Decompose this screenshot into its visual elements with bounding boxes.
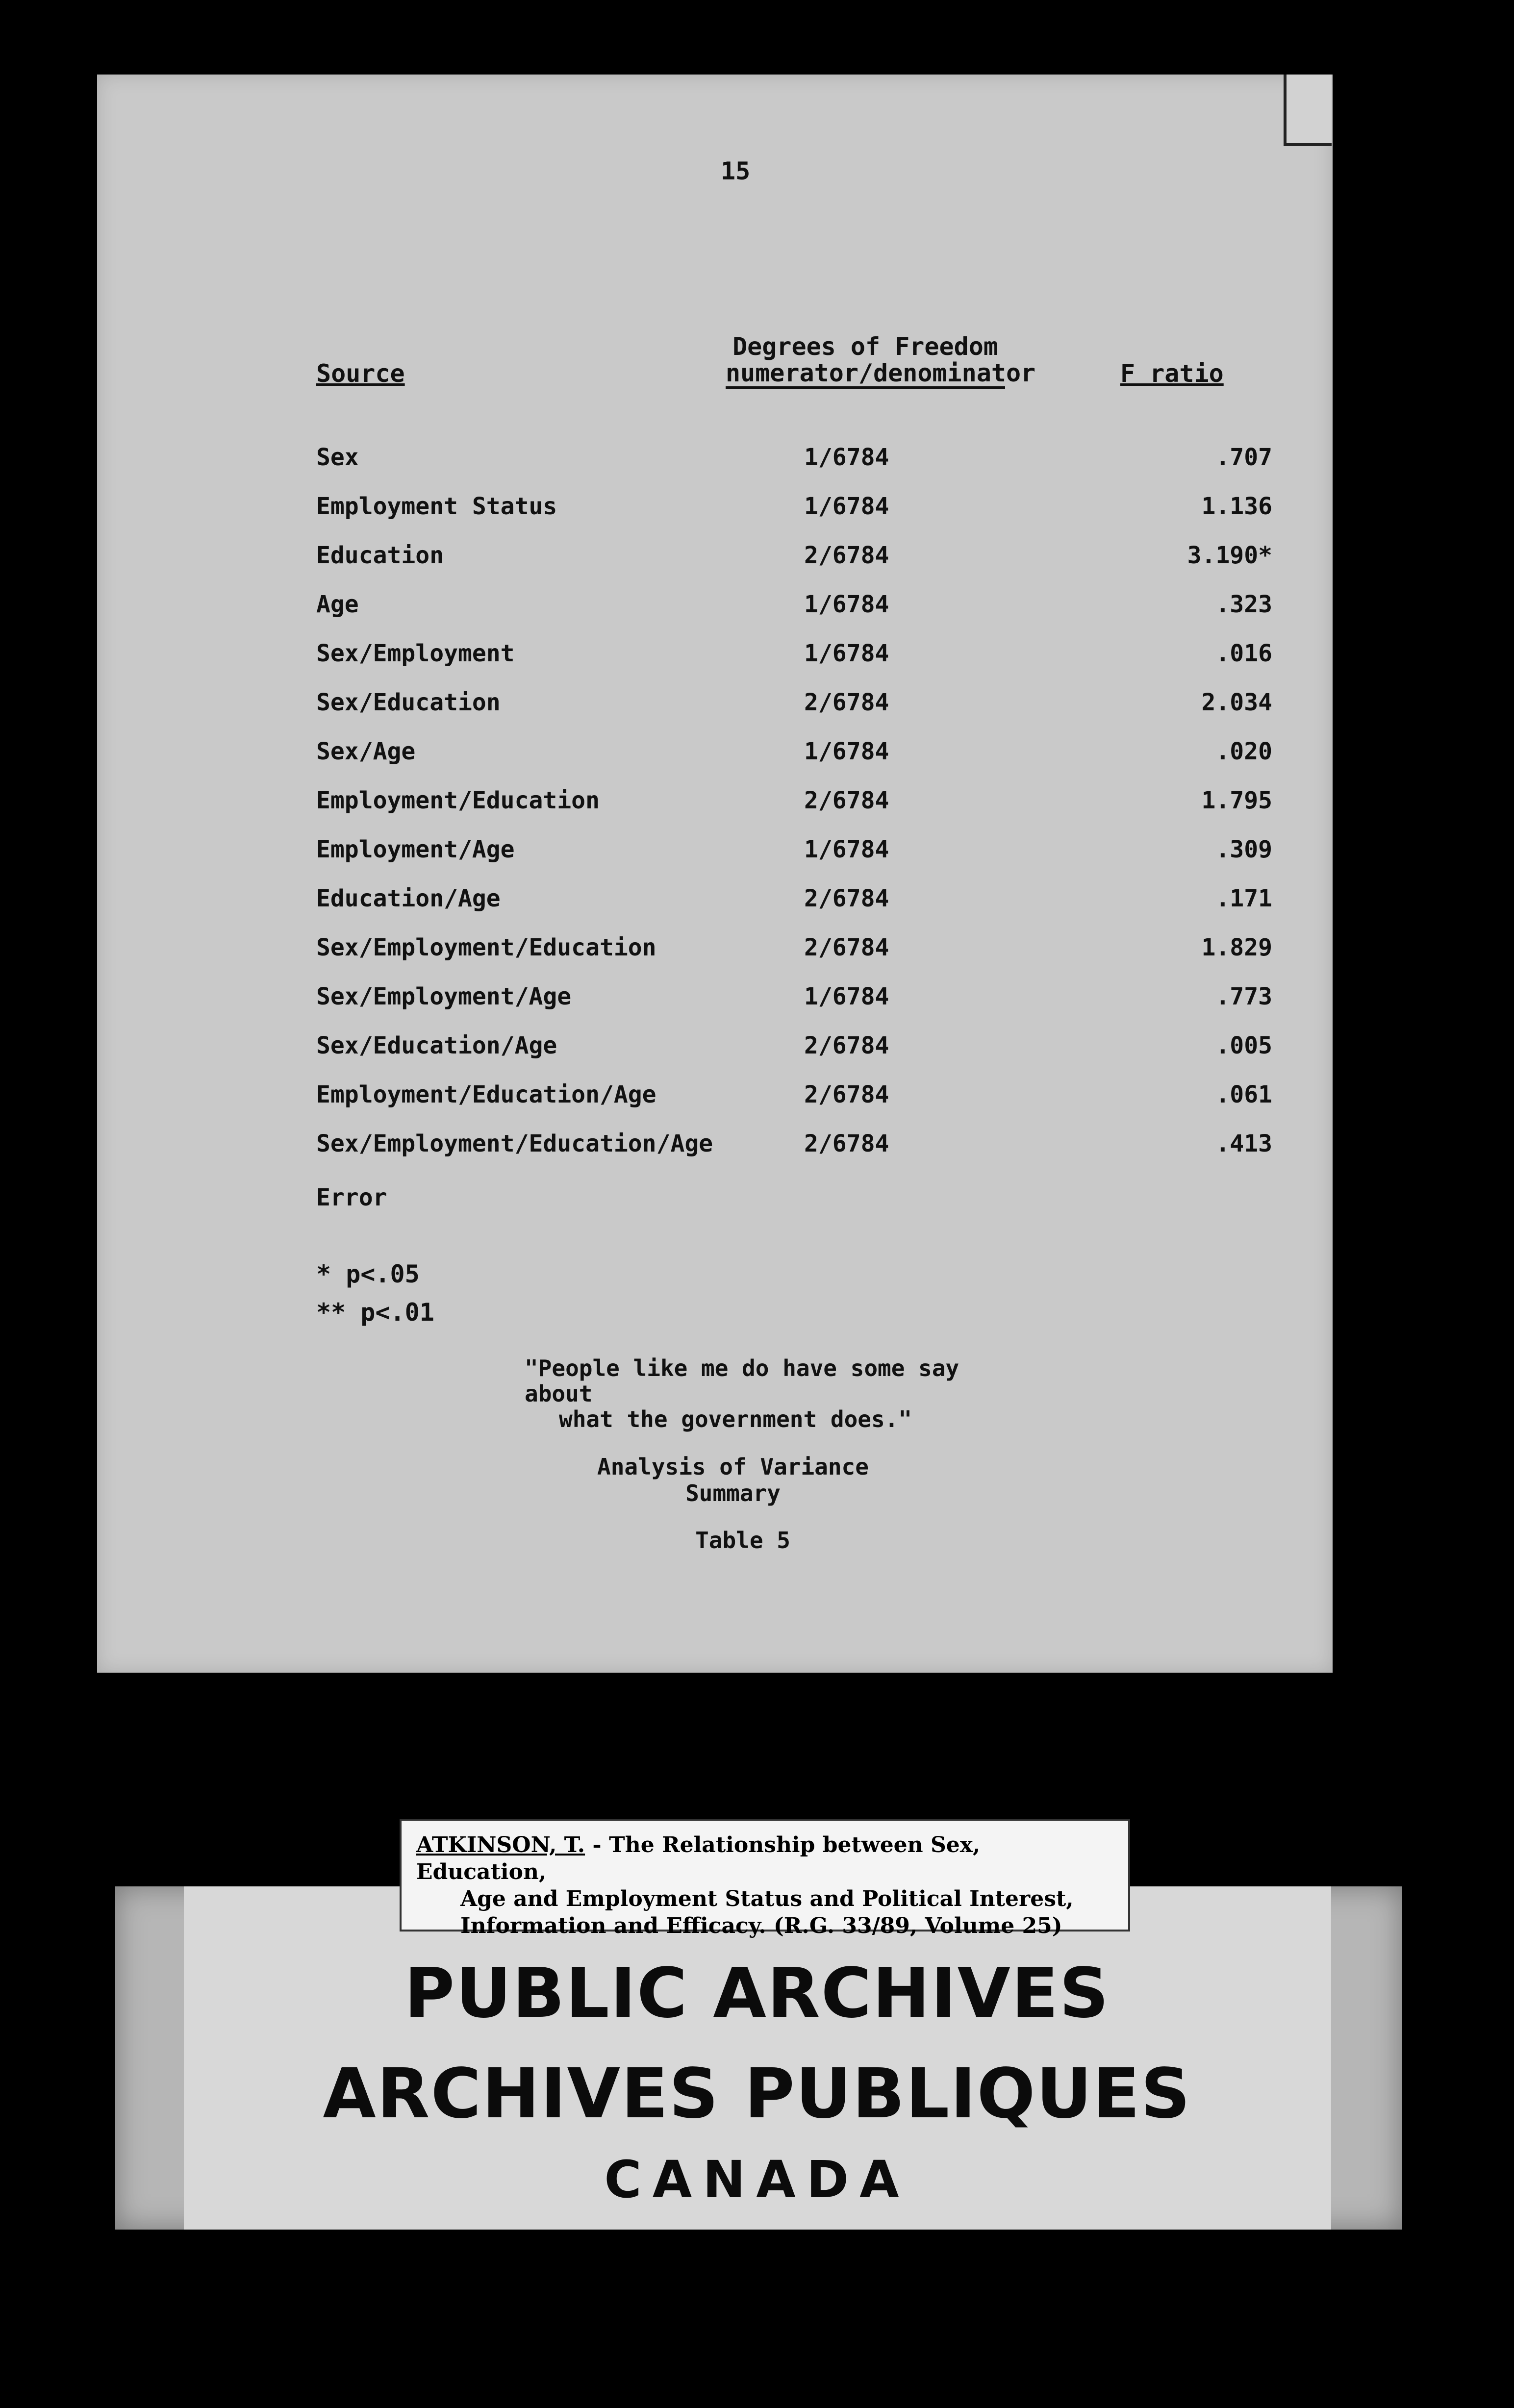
row-f-ratio: .323 xyxy=(1215,591,1272,618)
document-page xyxy=(97,75,1333,1673)
row-f-ratio: 3.190* xyxy=(1187,542,1272,569)
table-row xyxy=(316,444,1272,473)
row-f-ratio: 1.795 xyxy=(1201,787,1272,814)
note-p05: * p<.05 xyxy=(316,1260,420,1288)
archive-title-french: ARCHIVES PUBLIQUES xyxy=(323,2054,1191,2134)
reference-title-part1: - The Relationship between Sex, Education, xyxy=(416,1832,981,1884)
table-row xyxy=(316,1032,1272,1061)
row-f-ratio: 1.136 xyxy=(1201,493,1272,520)
row-source: Sex/Education xyxy=(316,689,501,716)
table-row xyxy=(316,1130,1272,1159)
table-row xyxy=(316,787,1272,816)
table-row xyxy=(316,1081,1272,1110)
row-source: Employment/Age xyxy=(316,836,515,863)
row-f-ratio: .773 xyxy=(1215,983,1272,1010)
reference-label xyxy=(400,1819,1130,1938)
row-df: 1/6784 xyxy=(804,983,889,1010)
quote-line2: what the government does." xyxy=(559,1406,912,1432)
reference-line1 xyxy=(416,1831,1113,1885)
reference-author: ATKINSON, T. xyxy=(416,1832,585,1857)
row-df: 2/6784 xyxy=(804,1081,889,1108)
table-row xyxy=(316,640,1272,669)
header-df-line1: Degrees of Freedom xyxy=(732,332,998,361)
row-df: 1/6784 xyxy=(804,444,889,471)
row-df: 1/6784 xyxy=(804,591,889,618)
row-f-ratio: .005 xyxy=(1215,1032,1272,1059)
row-f-ratio: .171 xyxy=(1215,885,1272,912)
row-f-ratio: .309 xyxy=(1215,836,1272,863)
table-row xyxy=(316,885,1272,914)
reference-line2: Age and Employment Status and Political Interest, xyxy=(460,1886,1074,1911)
row-df: 2/6784 xyxy=(804,1032,889,1059)
table-row xyxy=(316,493,1272,522)
row-source: Employment/Education/Age xyxy=(316,1081,656,1108)
row-source: Sex/Age xyxy=(316,738,416,765)
page-number: 15 xyxy=(721,157,751,185)
question-quote xyxy=(525,1355,1005,1432)
archive-title-english: PUBLIC ARCHIVES xyxy=(404,1954,1110,2033)
row-source: Sex xyxy=(316,444,359,471)
table-row xyxy=(316,542,1272,571)
quote-line1: "People like me do have some say about xyxy=(525,1355,959,1407)
row-df: 2/6784 xyxy=(804,787,889,814)
table-row xyxy=(316,591,1272,620)
row-f-ratio: .707 xyxy=(1215,444,1272,471)
table-row xyxy=(316,836,1272,865)
row-df: 2/6784 xyxy=(804,1130,889,1157)
row-df: 1/6784 xyxy=(804,640,889,667)
table-row xyxy=(316,689,1272,718)
row-source: Age xyxy=(316,591,359,618)
table-number: Table 5 xyxy=(695,1527,790,1554)
row-df: 2/6784 xyxy=(804,542,889,569)
row-source: Employment/Education xyxy=(316,787,600,814)
row-source: Employment Status xyxy=(316,493,557,520)
archive-country: CANADA xyxy=(604,2150,910,2209)
row-df: 1/6784 xyxy=(804,738,889,765)
header-f-ratio: F ratio xyxy=(1120,359,1224,388)
row-df: 2/6784 xyxy=(804,934,889,961)
row-df: 2/6784 xyxy=(804,885,889,912)
significance-notes xyxy=(316,1255,434,1331)
table-row xyxy=(316,934,1272,963)
header-source: Source xyxy=(316,359,405,388)
table-row xyxy=(316,983,1272,1012)
reference-line3: Information and Efficacy. (R.G. 33/89, Volume 25) xyxy=(460,1913,1062,1938)
note-p01: ** p<.01 xyxy=(316,1298,434,1327)
row-df: 2/6784 xyxy=(804,689,889,716)
header-degrees-of-freedom xyxy=(726,332,1036,389)
row-source: Sex/Employment/Education xyxy=(316,934,656,961)
row-source: Sex/Employment/Education/Age xyxy=(316,1130,713,1157)
table-row xyxy=(316,1184,1272,1213)
row-source: Sex/Employment xyxy=(316,640,515,667)
row-f-ratio: 1.829 xyxy=(1201,934,1272,961)
row-df: 1/6784 xyxy=(804,836,889,863)
row-source: Education/Age xyxy=(316,885,501,912)
row-f-ratio: 2.034 xyxy=(1201,689,1272,716)
analysis-title: Analysis of Variance Summary xyxy=(597,1454,869,1506)
row-source: Error xyxy=(316,1184,387,1211)
row-f-ratio: .061 xyxy=(1215,1081,1272,1108)
row-f-ratio: .413 xyxy=(1215,1130,1272,1157)
row-df: 1/6784 xyxy=(804,493,889,520)
row-source: Education xyxy=(316,542,444,569)
row-source: Sex/Employment/Age xyxy=(316,983,572,1010)
row-source: Sex/Education/Age xyxy=(316,1032,557,1059)
table-row xyxy=(316,738,1272,767)
page-corner-tab xyxy=(1284,75,1332,146)
row-f-ratio: .016 xyxy=(1215,640,1272,667)
row-f-ratio: .020 xyxy=(1215,738,1272,765)
header-df-line2: numerator/denominator xyxy=(726,360,1005,389)
